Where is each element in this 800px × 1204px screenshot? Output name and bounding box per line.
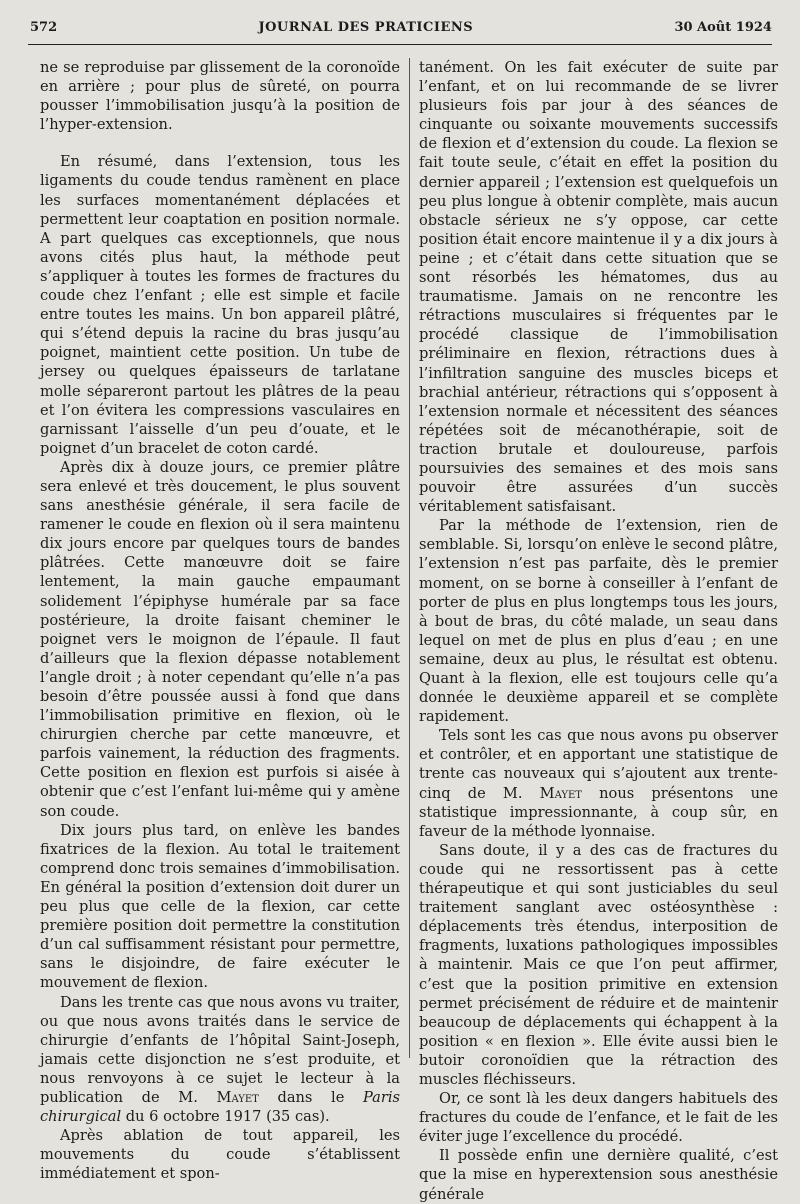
text-run: Tels sont les cas que nous avons pu observer et contrôler, et en apportant une statistique de trente cas nouveaux qui s’ajoutent aux trente-cinq de M. (419, 727, 778, 802)
text-run: nous présentons une statistique impressionnante, à coup sûr, en faveur de la méthode lyonnaise. (419, 784, 779, 840)
paragraph: En résumé, dans l’extension, tous les ligaments du coude tendus ramènent en place les surfaces momentanément déplacées et permettent leur coaptation en position normale. A part quelques cas exceptionnels, que nous avons cités plus haut, la méthode peut s’appliquer à toutes les formes de fractures du coude chez l’enfant ; elle est simple et facile entre toutes les mains. Un bon appareil plâtré, qui s’étend depuis la racine du bras jusqu’au poignet, maintient cette position. Un tube de jersey ou quelques épaisseurs de tarlatane molle sépareront partout les plâtres de la peau et l’on évitera les compressions vasculaires en garnissant l’aisselle d’un peu d’ouate, et le poignet d’un bracelet de coton cardé. (40, 153, 400, 457)
paragraph: Après ablation de tout appareil, les mouvements du coude s’établissent immédiatement et spon- (40, 1127, 400, 1183)
paragraph: Après dix à douze jours, ce premier plâtre sera enlevé et très doucement, le plus souvent sans anesthésie générale, il sera facile de ramener le coude en flexion où il sera maintenu dix jours encore par quelques tours de bandes plâtrées. Cette manœuvre doit se faire lentement, la main gauche empaumant solidement l’épiphyse humérale par sa face postérieure, la droite faisant cheminer le poignet vers le moignon de l’épaule. Il faut d’ailleurs que la flexion dépasse notablement l’angle droit ; à noter cependant qu’elle n’a pas besoin d’être poussée aussi à fond que dans l’immobilisation primitive en flexion, où le chirurgien cherche par cette manœuvre, et parfois vainement, la réduction des fragments. Cette position en flexion est purfois si aisée à obtenir que c’est l’enfant lui-même qui y amène son coude. (40, 458, 400, 820)
paragraph: Il possède enfin une dernière qualité, c’est que la mise en hyperextension sous anesthésie générale (419, 1147, 778, 1203)
text-run: du 6 octobre 1917 (35 cas). (125, 1108, 330, 1126)
left-column (40, 58, 400, 1183)
journal-reference: Paris chirurgical (40, 1088, 400, 1126)
text-run: Dans les trente cas que nous avons vu traiter, ou que nous avons traités dans le service de chirurgie d’enfants de l’hôpital Saint-Joseph, jamais cette disjonction ne s’est produite, et nous renvoyons à ce sujet le lecteur à la publication de M. (40, 993, 400, 1106)
header-rule (28, 44, 772, 45)
paragraph: Or, ce sont là les deux dangers habituels des fractures du coude de l’enfance, et le fait de les éviter juge l’excellence du procédé. (419, 1090, 778, 1146)
paragraph: Dix jours plus tard, on enlève les bandes fixatrices de la flexion. Au total le traitement comprend donc trois semaines d’immobilisation. En général la position d’extension doit durer un peu plus que celle de la flexion, car cette première position doit permettre la constitution d’un cal suffisamment résistant pour permettre, sans le disjoindre, de faire exécuter le mouvement de flexion. (40, 821, 400, 992)
paragraph (419, 726, 778, 841)
paragraph: ne se reproduise par glissement de la coronoïde en arrière ; pour plus de sûreté, on pourra pousser l’immobilisation jusqu’à la position de l’hyper-extension. (40, 59, 400, 134)
right-column (419, 58, 779, 1203)
issue-date: 30 Août 1924 (674, 20, 772, 35)
page-number: 572 (30, 20, 58, 35)
running-header (30, 20, 772, 42)
author-name: Mayet (539, 784, 582, 802)
paragraph: Par la méthode de l’extension, rien de semblable. Si, lorsqu’on enlève le second plâtre, l’extension n’est pas parfaite, dès le premier moment, on se borne à conseiller à l’enfant de porter de plus en plus longtemps tous les jours, à bout de bras, du côté malade, un seau dans lequel on met de plus en plus d’eau ; en une semaine, deux au plus, le résultat est obtenu. Quant à la flexion, elle est toujours celle qu’a donnée le deuxième appareil et se complète rapidement. (419, 517, 778, 726)
author-name: Mayet (216, 1088, 259, 1106)
paragraph: Sans doute, il y a des cas de fractures du coude qui ne ressortissent pas à cette thérapeutique et qui sont justiciables du seul traitement sanglant avec ostéosynthèse : déplacements très étendus, interposition de fragments, luxations pathologiques impossibles à maintenir. Mais ce que l’on peut affirmer, c’est que la position primitive en extension permet précisément de réduire et de maintenir beaucoup de déplacements qui échappent à la position « en flexion ». Elle évite aussi bien le butoir coronoïdien que la rétraction des muscles fléchisseurs. (419, 841, 778, 1088)
journal-title: JOURNAL DES PRATICIENS (258, 20, 474, 35)
paragraph (40, 993, 400, 1127)
column-divider (409, 58, 410, 1058)
paragraph: tanément. On les fait exécuter de suite par l’enfant, et on lui recommande de se livrer plusieurs fois par jour à des séances de cinquante ou soixante mouvements successifs de flexion et d’extension du coude. La flexion se fait toute seule, c’était en effet la position du dernier appareil ; l’extension est quelquefois un peu plus longue à obtenir complète, mais aucun obstacle sérieux ne s’y oppose, car cette position était encore maintenue il y a dix jours à peine ; et c’était dans cette situation que se sont résorbés les hématomes, dus au traumatisme. Jamais on ne rencontre les rétractions musculaires si fréquentes par le procédé classique de l’immobilisation préliminaire en flexion, rétractions dues à l’infiltration sanguine des muscles biceps et brachial antérieur, rétractions qui s’opposent à l’extension normale et nécessitent des séances répétées soit de mécanothérapie, soit de traction brutale et douloureuse, parfois poursuivies des semaines et des mois sans pouvoir être assurées d’un succès véritablement satisfaisant. (419, 59, 778, 516)
text-run: dans le (277, 1088, 345, 1106)
